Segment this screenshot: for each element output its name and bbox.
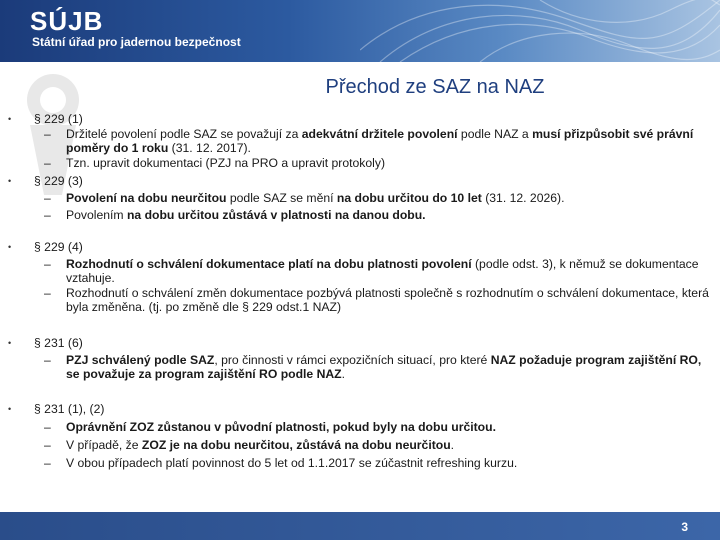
dash: –: [44, 456, 51, 470]
section-heading: § 229 (4): [34, 240, 83, 254]
item-text: Držitelé povolení podle SAZ se považují za adekvátní držitele povolení podle NAZ a musí přizpůsobit své právní poměry do 1 roku (31. 12. 2017).: [66, 127, 694, 155]
dash: –: [44, 286, 51, 300]
item-text: PZJ schválený podle SAZ, pro činnosti v rámci expozičních situací, pro které NAZ požaduje program zajištění RO, se považuje za program zajištění RO podle NAZ.: [66, 353, 702, 381]
item-text: Povolením na dobu určitou zůstává v platnosti na danou dobu.: [66, 208, 426, 222]
dash: –: [44, 191, 51, 205]
bullet: •: [8, 114, 12, 124]
institution-name: Státní úřad pro jadernou bezpečnost: [32, 35, 241, 49]
footer-bar: [0, 512, 720, 540]
dash: –: [44, 438, 51, 452]
dash: –: [44, 257, 51, 271]
section-heading: § 231 (6): [34, 336, 83, 350]
header-banner: [0, 0, 720, 62]
item-text: Rozhodnutí o schválení změn dokumentace pozbývá platnosti společně s rozhodnutím o schválení dokumentace, která byla změněna. (tj. po změně dle § 229 odst.1 NAZ): [66, 286, 709, 314]
sujb-logo: SÚJB: [30, 6, 104, 36]
page-number: 3: [681, 520, 688, 534]
item-text: Povolení na dobu neurčitou podle SAZ se mění na dobu určitou do 10 let (31. 12. 2026).: [66, 191, 565, 205]
bullet: •: [8, 404, 12, 414]
dash: –: [44, 420, 51, 434]
slide-title: Přechod ze SAZ na NAZ: [325, 76, 545, 98]
decorative-swirl-graphic: [360, 0, 720, 62]
item-text: Rozhodnutí o schválení dokumentace platí na dobu platnosti povolení (podle odst. 3), k němuž se dokumentace vztahuje.: [66, 257, 699, 285]
bullet: •: [8, 338, 12, 348]
dash: –: [44, 208, 51, 222]
item-text: V obou případech platí povinnost do 5 let od 1.1.2017 se zúčastnit refreshing kurzu.: [66, 456, 518, 470]
item-text: Oprávnění ZOZ zůstanou v původní platnosti, pokud byly na dobu určitou.: [66, 420, 496, 434]
dash: –: [44, 353, 51, 367]
item-text: Tzn. upravit dokumentaci (PZJ na PRO a upravit protokoly): [66, 156, 386, 170]
section-heading: § 229 (3): [34, 174, 83, 188]
dash: –: [44, 127, 51, 141]
bullet: •: [8, 242, 12, 252]
item-text: V případě, že ZOZ je na dobu neurčitou, zůstává na dobu neurčitou.: [66, 438, 455, 452]
bullet: •: [8, 176, 12, 186]
section-heading: § 229 (1): [34, 112, 83, 126]
dash: –: [44, 156, 51, 170]
section-heading: § 231 (1), (2): [34, 402, 105, 416]
